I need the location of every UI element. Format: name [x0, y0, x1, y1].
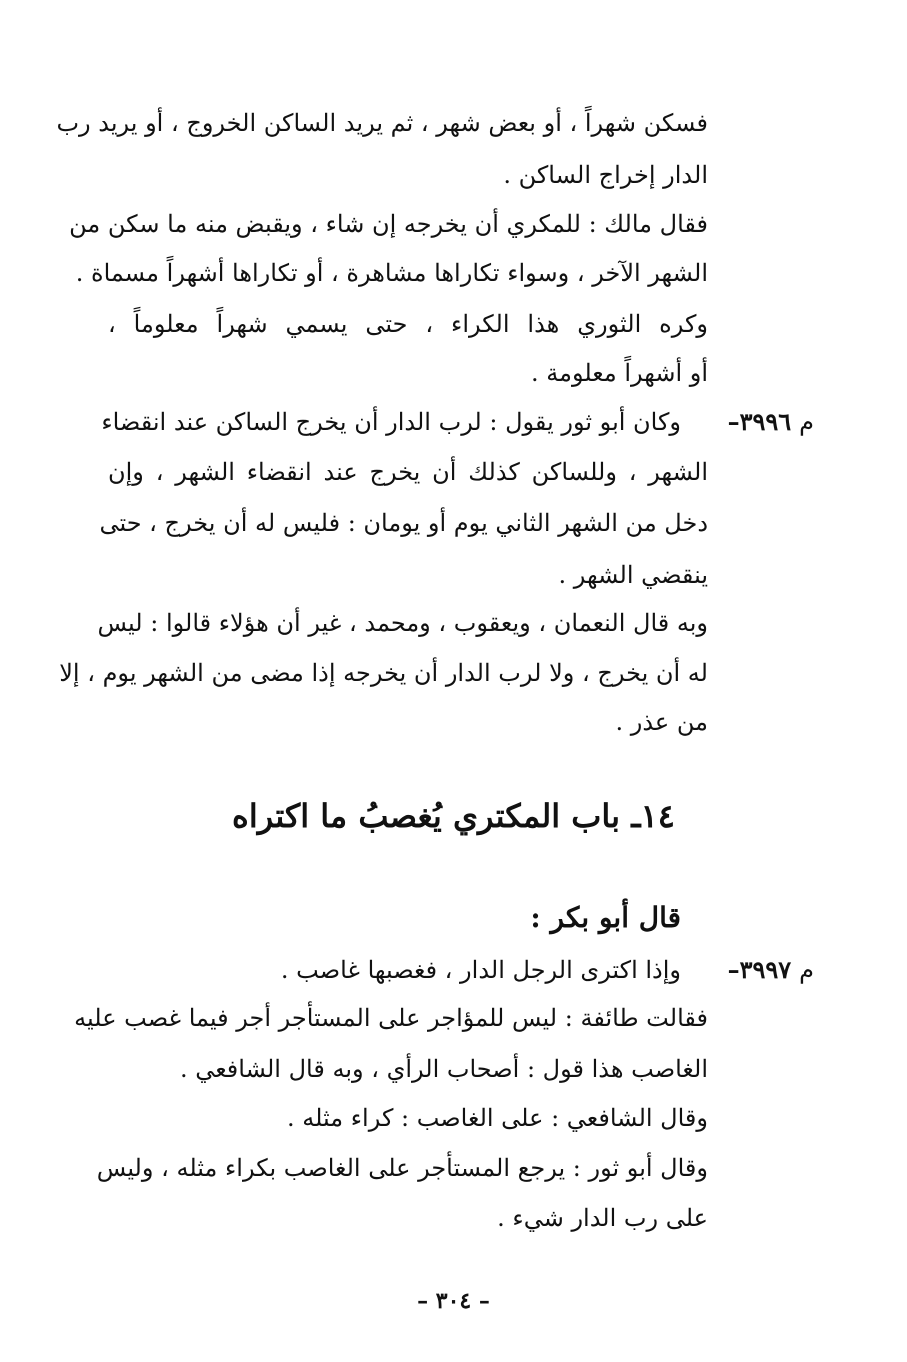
entry-3996-line-3: دخل من الشهر الثاني يوم أو يومان : فليس له أن يخرج ، حتى — [99, 509, 708, 537]
subheading-abu-bakr: قال أبو بكر : — [530, 901, 681, 934]
entry-3997-m-letter: م — [799, 956, 814, 984]
entry-3996-line-1: وكان أبو ثور يقول : لرب الدار أن يخرج الساكن عند انقضاء — [101, 408, 681, 436]
paragraph-4-line-2: له أن يخرج ، ولا لرب الدار أن يخرجه إذا مضى من الشهر يوم ، إلا — [59, 659, 708, 687]
entry-3997-marker — [728, 952, 814, 988]
entry-3996-line-4: ينقضي الشهر . — [558, 561, 708, 589]
paragraph-5-line-2: الغاصب هذا قول : أصحاب الرأي ، وبه قال الشافعي . — [179, 1055, 708, 1083]
entry-3996-m-letter: م — [799, 408, 814, 436]
paragraph-1-line-1: فسكن شهراً ، أو بعض شهر ، ثم يريد الساكن الخروج ، أو يريد رب — [56, 109, 708, 137]
paragraph-2-line-2: الشهر الآخر ، وسواء تكاراها مشاهرة ، أو تكاراها أشهراً مسماة . — [75, 259, 708, 287]
paragraph-3-line-2: أو أشهراً معلومة . — [530, 359, 708, 387]
paragraph-3-line-1: وكره الثوري هذا الكراء ، حتى يسمي شهراً معلوماً ، — [108, 310, 708, 338]
paragraph-4-line-3: من عذر . — [615, 708, 708, 736]
entry-3997-line-1: وإذا اكترى الرجل الدار ، فغصبها غاصب . — [280, 956, 681, 984]
chapter-heading: ١٤ـ باب المكتري يُغصبُ ما اكتراه — [232, 797, 675, 835]
paragraph-4-line-1: وبه قال النعمان ، ويعقوب ، ومحمد ، غير أن هؤلاء قالوا : ليس — [97, 609, 708, 637]
paragraph-6-line-1: وقال الشافعي : على الغاصب : كراء مثله . — [286, 1104, 708, 1132]
paragraph-1-line-2: الدار إخراج الساكن . — [503, 161, 708, 189]
page-number: – ٣٠٤ – — [417, 1288, 490, 1314]
entry-3996-line-2: الشهر ، وللساكن كذلك أن يخرج عند انقضاء الشهر ، وإن — [108, 458, 708, 486]
entry-3996-number: ٣٩٩٦– — [727, 407, 792, 436]
entry-3997-number: ٣٩٩٧– — [727, 955, 792, 984]
paragraph-5-line-1: فقالت طائفة : ليس للمؤاجر على المستأجر أجر فيما غصب عليه — [74, 1004, 708, 1032]
paragraph-7-line-1: وقال أبو ثور : يرجع المستأجر على الغاصب بكراء مثله ، وليس — [96, 1154, 708, 1182]
paragraph-7-line-2: على رب الدار شيء . — [497, 1204, 708, 1232]
entry-3996-marker — [728, 404, 814, 440]
paragraph-2-line-1: فقال مالك : للمكري أن يخرجه إن شاء ، ويقبض منه ما سكن من — [69, 210, 708, 238]
